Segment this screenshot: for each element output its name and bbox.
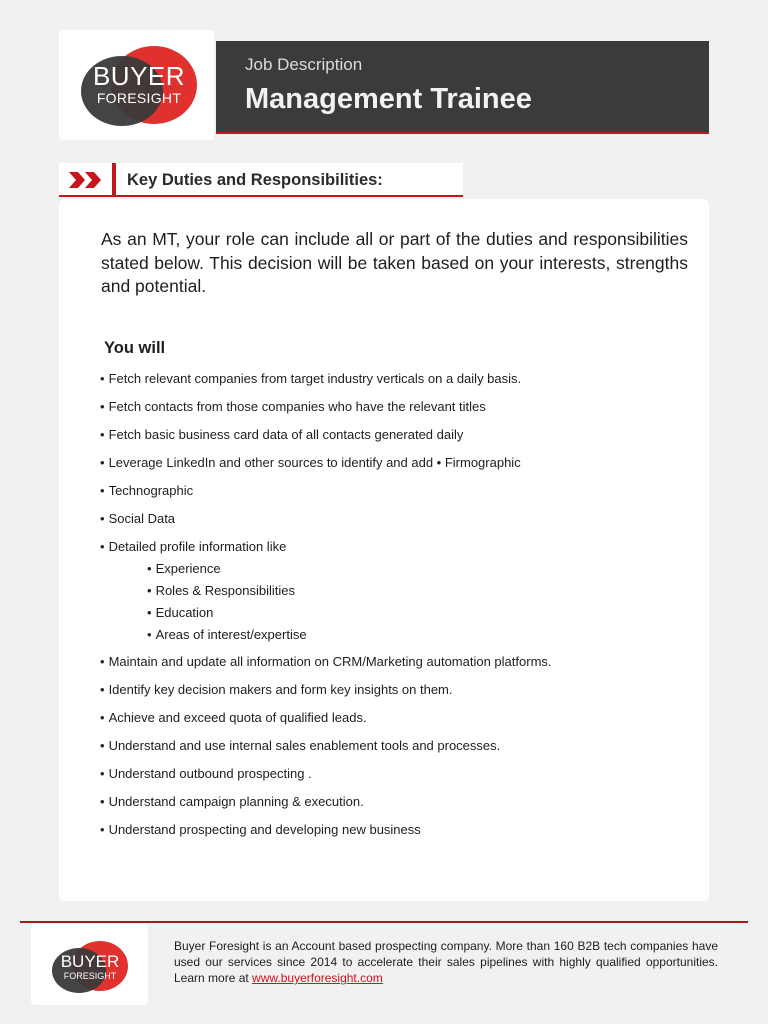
section-heading-tab — [59, 163, 463, 197]
sub-list-item: • Roles & Responsibilities — [147, 583, 296, 598]
list-item: • Identify key decision makers and form key insights on them. — [100, 682, 453, 697]
list-item: • Fetch relevant companies from target industry verticals on a daily basis. — [100, 371, 522, 386]
list-item: • Achieve and exceed quota of qualified leads. — [100, 710, 367, 725]
sub-list-item: • Areas of interest/expertise — [147, 627, 307, 642]
logo-word-buyer: BUYER — [92, 61, 186, 91]
duties-card — [59, 199, 709, 901]
list-item: • Understand campaign planning & execution. — [100, 794, 364, 809]
section-heading: Key Duties and Responsibilities: — [127, 171, 383, 189]
list-item: • Understand prospecting and developing new business — [100, 822, 421, 837]
list-item: • Leverage LinkedIn and other sources to identify and add • Firmographic — [100, 455, 521, 470]
list-item: • Technographic — [100, 483, 194, 498]
buyer-foresight-logo — [81, 44, 197, 126]
list-item: • Maintain and update all information on CRM/Marketing automation platforms. — [100, 654, 552, 669]
header-bar — [216, 41, 709, 134]
list-item: • Social Data — [100, 511, 176, 526]
logo-word-foresight: FORESIGHT — [63, 971, 117, 981]
sub-list-item: • Education — [147, 605, 214, 620]
logo-word-foresight: FORESIGHT — [96, 90, 182, 106]
you-will-heading: You will — [104, 339, 166, 357]
logo-word-buyer: BUYER — [60, 952, 120, 971]
website-link[interactable]: www.buyerforesight.com — [252, 971, 383, 985]
list-item: • Understand outbound prospecting . — [100, 766, 312, 781]
buyer-foresight-logo-small — [52, 941, 128, 993]
intro-paragraph: As an MT, your role can include all or part of the duties and responsibilities stated below. This decision will be taken based on your interests, strengths and potential. — [101, 229, 688, 296]
list-item: • Fetch contacts from those companies who have the relevant titles — [100, 399, 486, 414]
list-item: • Understand and use internal sales enablement tools and processes. — [100, 738, 501, 753]
footer-divider — [20, 921, 748, 923]
section-separator — [112, 163, 116, 197]
footer-description — [174, 938, 718, 986]
footer-logo-box — [31, 924, 148, 1005]
header-logo-box — [59, 30, 214, 140]
footer-text: Buyer Foresight is an Account based prospecting company. More than 160 B2B tech companies have used our services since 2014 to accelerate their sales pipelines with highly qualified opportunities. Learn more at — [174, 939, 718, 985]
list-item: • Detailed profile information like — [100, 539, 287, 554]
sub-list-item: • Experience — [147, 561, 221, 576]
list-item: • Fetch basic business card data of all contacts generated daily — [100, 427, 464, 442]
page-title: Management Trainee — [245, 83, 532, 115]
header-subtitle: Job Description — [245, 55, 363, 74]
double-chevron-icon — [69, 172, 103, 188]
